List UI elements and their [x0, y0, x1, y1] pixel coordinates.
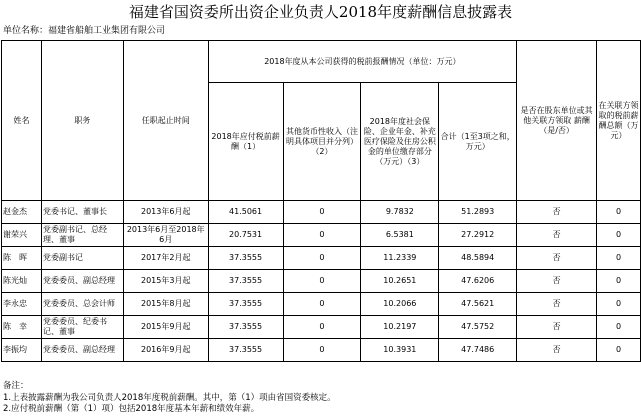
table-row — [2, 293, 641, 316]
row-other: 否 — [517, 224, 597, 247]
header-position: 职务 — [41, 41, 123, 201]
row-other: 否 — [517, 316, 597, 339]
table-row — [2, 270, 641, 293]
table-row — [2, 201, 641, 224]
row-related: 0 — [597, 247, 641, 270]
row-c1: 41.5061 — [208, 201, 283, 224]
row-related: 0 — [597, 201, 641, 224]
row-term: 2013年6月至2018年6月 — [123, 224, 208, 247]
row-c1: 37.3555 — [208, 293, 283, 316]
header-term: 任职起止时间 — [123, 41, 208, 201]
row-term: 2016年9月起 — [123, 339, 208, 362]
row-term: 2015年8月起 — [123, 293, 208, 316]
header-income-group: 2018年度从本公司获得的税前报酬情况（单位：万元） — [208, 41, 517, 83]
row-c1: 37.3555 — [208, 339, 283, 362]
row-term: 2015年9月起 — [123, 316, 208, 339]
row-c2: 0 — [283, 293, 361, 316]
row-c3: 10.3931 — [361, 339, 439, 362]
row-c3: 6.5381 — [361, 224, 439, 247]
row-total: 51.2893 — [439, 201, 517, 224]
row-position: 党委委员、纪委书记、董事 — [41, 316, 123, 339]
header-total: 合计（1至3项之和，万元） — [439, 83, 517, 201]
row-position: 党委书记、董事长 — [41, 201, 123, 224]
row-term: 2015年3月起 — [123, 270, 208, 293]
row-c3: 10.2651 — [361, 270, 439, 293]
row-c1: 37.3555 — [208, 247, 283, 270]
row-c2: 0 — [283, 247, 361, 270]
row-position: 党委副书记 — [41, 247, 123, 270]
row-c1: 20.7531 — [208, 224, 283, 247]
row-related: 0 — [597, 270, 641, 293]
row-c1: 37.3555 — [208, 316, 283, 339]
header-col2: 其他货币性收入（注明具体项目并分列）（2） — [283, 83, 361, 201]
row-position: 党委委员、总会计师 — [41, 293, 123, 316]
row-total: 47.7486 — [439, 339, 517, 362]
row-name: 李振均 — [2, 339, 42, 362]
row-other: 否 — [517, 293, 597, 316]
header-related: 在关联方领取的税前薪酬总额（万元） — [597, 41, 641, 201]
row-name: 陈 晖 — [2, 247, 42, 270]
row-position: 党委委员、副总经理 — [41, 339, 123, 362]
header-col1: 2018年应付税前薪酬（1） — [208, 83, 283, 201]
row-total: 47.5621 — [439, 293, 517, 316]
header-col3: 2018年度社会保险、企业年金、补充医疗保险及住房公积金的单位缴存部分（万元）（3） — [361, 83, 439, 201]
row-name: 赵金杰 — [2, 201, 42, 224]
row-c2: 0 — [283, 316, 361, 339]
row-name: 陈光灿 — [2, 270, 42, 293]
note-item: 2.应付税前薪酬（第（1）项）包括2018年度基本年薪和绩效年薪。 — [3, 404, 260, 414]
row-related: 0 — [597, 293, 641, 316]
row-total: 47.5752 — [439, 316, 517, 339]
row-position: 党委委员、副总经理 — [41, 270, 123, 293]
row-total: 48.5894 — [439, 247, 517, 270]
row-c3: 10.2066 — [361, 293, 439, 316]
page-title: 福建省国资委所出资企业负责人2018年度薪酬信息披露表 — [128, 3, 513, 21]
table-row — [2, 247, 641, 270]
row-other: 否 — [517, 270, 597, 293]
row-c3: 11.2339 — [361, 247, 439, 270]
row-total: 47.6206 — [439, 270, 517, 293]
row-c3: 10.2197 — [361, 316, 439, 339]
row-name: 谢荣兴 — [2, 224, 42, 247]
row-name: 陈 幸 — [2, 316, 42, 339]
row-related: 0 — [597, 316, 641, 339]
row-c3: 9.7832 — [361, 201, 439, 224]
row-name: 李永忠 — [2, 293, 42, 316]
row-other: 否 — [517, 247, 597, 270]
table-row — [2, 224, 641, 247]
notes-section — [3, 381, 336, 416]
table-row — [2, 316, 641, 339]
table-row — [2, 339, 641, 362]
row-c2: 0 — [283, 270, 361, 293]
row-total: 27.2912 — [439, 224, 517, 247]
notes-heading: 备注： — [3, 381, 29, 391]
row-term: 2017年2月起 — [123, 247, 208, 270]
note-item: 1.上表披露薪酬为我公司负责人2018年度税前薪酬。其中，第（1）项由省国资委核定。 — [3, 392, 336, 403]
header-other-unit: 是否在股东单位或其他关联方领取 薪酬（是/否） — [517, 41, 597, 201]
row-other: 否 — [517, 339, 597, 362]
header-name: 姓名 — [2, 41, 42, 201]
row-c1: 37.3555 — [208, 270, 283, 293]
row-term: 2013年6月起 — [123, 201, 208, 224]
row-c2: 0 — [283, 339, 361, 362]
row-c2: 0 — [283, 224, 361, 247]
row-related: 0 — [597, 224, 641, 247]
row-c2: 0 — [283, 201, 361, 224]
unit-name-line: 单位名称：福建省船舶工业集团有限公司 — [3, 26, 166, 36]
row-position: 党委副书记、总经理、董事 — [41, 224, 123, 247]
row-other: 否 — [517, 201, 597, 224]
salary-table — [1, 40, 641, 362]
row-related: 0 — [597, 339, 641, 362]
